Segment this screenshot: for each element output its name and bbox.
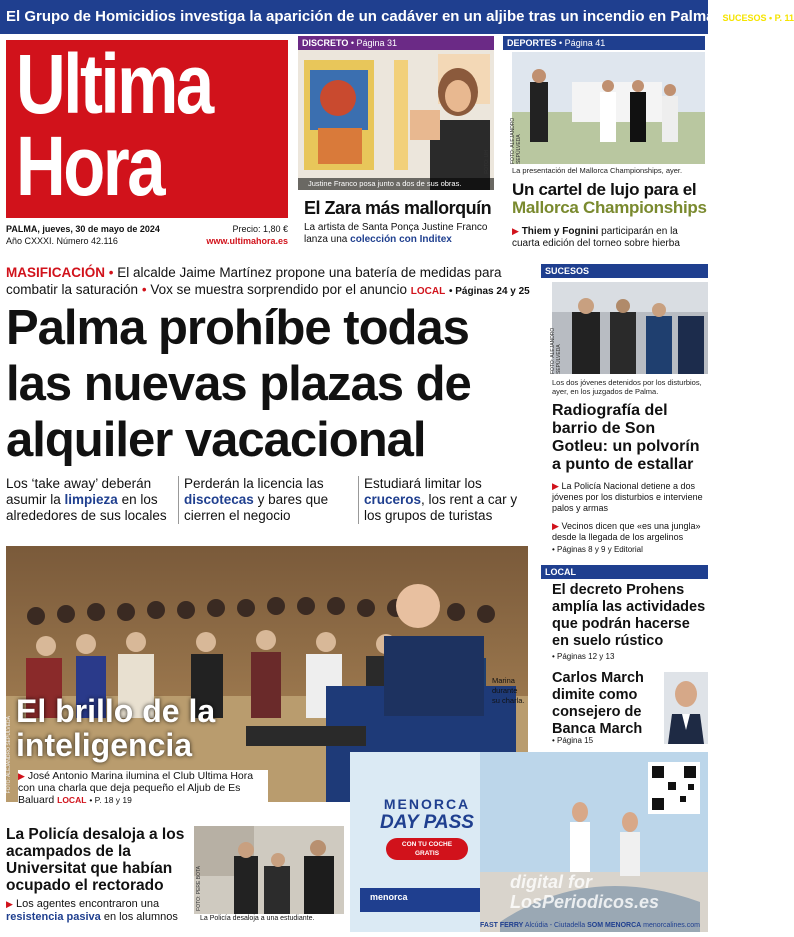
ticker-text: El Grupo de Homicidios investiga la aparición de un cadáver en un aljibe tras un incendio en Palma: [6, 8, 715, 25]
march-headline[interactable]: Carlos March dimite como consejero de Banca March: [552, 670, 644, 737]
local-pages: • Páginas 12 y 13: [552, 652, 615, 661]
discreto-caption: Justine Franco posa junto a dos de sus obras.: [298, 178, 494, 190]
website-link[interactable]: www.ultimahora.es: [206, 236, 288, 246]
sucesos-label: SUCESOS: [541, 264, 708, 278]
march-pages: • Página 15: [552, 736, 594, 745]
deportes-section-bar[interactable]: [503, 36, 705, 50]
arrest-photo-image: [552, 282, 708, 374]
discreto-photo[interactable]: [298, 50, 494, 190]
kicker-label: MASIFICACIÓN: [6, 265, 105, 280]
deportes-deck: ▶ Thiem y Fognini participarán en la cuarta edición del torneo sobre hierba: [512, 226, 680, 249]
sucesos-section-bar[interactable]: [541, 264, 708, 278]
lead-kicker: MASIFICACIÓN • El alcalde Jaime Martínez propone una batería de medidas para combatir la saturación • Vox se muestra sorprendido por el anuncio LOCAL • Páginas 24 y 25: [6, 265, 530, 297]
col-divider: [178, 476, 179, 524]
deportes-caption: La presentación del Mallorca Championships, ayer.: [512, 166, 683, 175]
lead-col-2: Perderán la licencia las discotecas y bares que cierren el negocio: [184, 476, 329, 523]
deportes-photo-credit: FOTO: ALEJANDRO SEPÚLVEDA: [510, 117, 522, 164]
policia-caption: La Policía desaloja a una estudiante.: [194, 914, 344, 924]
marina-side-caption: Marina durante su charla.: [492, 676, 525, 705]
deportes-label: DEPORTES: [507, 38, 557, 48]
local-headline[interactable]: El decreto Prohens amplía las actividades que podrán hacerse en suelo rústico: [552, 582, 706, 649]
discreto-section-bar[interactable]: [298, 36, 494, 50]
policia-photo-credit: FOTO: PERE BOTA: [196, 866, 202, 911]
sucesos-headline[interactable]: Radiografía del barrio de Son Gotleu: un polvorín a punto de estallar: [552, 402, 700, 473]
sucesos-photo[interactable]: [552, 282, 708, 374]
carlos-march-portrait: [664, 672, 708, 744]
ticker-tag: SUCESOS • P. 11: [722, 13, 794, 23]
local-label: LOCAL: [541, 565, 708, 579]
issue-number: Año CXXXI. Número 42.116: [6, 236, 118, 246]
lead-headline[interactable]: Palma prohíbe todas las nuevas plazas de alquiler vacacional: [6, 301, 471, 467]
dateline: PALMA, jueves, 30 de mayo de 2024: [6, 224, 160, 234]
sucesos-pages: • Páginas 8 y 9 y Editorial: [552, 545, 643, 554]
marina-headline[interactable]: El brillo de la inteligencia: [16, 693, 216, 763]
logo-ultima: Ultima: [16, 37, 212, 131]
discreto-photo-credit: FOTO: UH: [484, 150, 490, 174]
policia-photo[interactable]: [194, 826, 344, 924]
police-eviction-image: [194, 826, 344, 924]
watermark: digital for LosPeriodicos.es: [510, 872, 660, 912]
local-section-bar[interactable]: [541, 565, 708, 579]
deportes-headline[interactable]: Un cartel de lujo para el Mallorca Championships: [512, 180, 707, 217]
ad-footer: FAST FERRY Alcúdia - Ciutadella SOM MENORCA menorcalines.com: [480, 922, 700, 929]
sucesos-bullet-2: ▶ Vecinos dicen que «es una jungla» desde la llegada de los argelinos: [552, 521, 701, 542]
discreto-headline[interactable]: El Zara más mallorquín: [304, 198, 492, 218]
sucesos-caption: Los dos jóvenes detenidos por los disturbios, ayer, en los juzgados de Palma.: [552, 378, 702, 396]
discreto-page: • Página 31: [350, 38, 398, 48]
sucesos-bullet-1: ▶ La Policía Nacional detiene a dos jóvenes por los disturbios e interviene palos y armas: [552, 481, 703, 513]
price: Precio: 1,80 €: [232, 224, 288, 234]
menorca-ad[interactable]: [350, 752, 708, 932]
discreto-deck: La artista de Santa Ponça Justine Franco lanza una colección con Inditex: [304, 222, 488, 245]
artist-with-paintings-image: [298, 50, 494, 190]
logo-hora: Hora: [16, 119, 164, 213]
tennis-presentation-image: [512, 52, 705, 164]
lead-col-1: Los ‘take away’ deberán asumir la limpieza en los alrededores de sus locales: [6, 476, 167, 523]
top-ticker[interactable]: [0, 0, 794, 34]
discreto-label: DISCRETO: [302, 38, 349, 48]
ad-line-2: DAY PASS: [380, 812, 474, 833]
marina-photo-credit: FOTO: ALEJANDRO SEPÚLVEDA: [6, 716, 12, 794]
sucesos-photo-credit: FOTO: ALEJANDRO SEPÚLVEDA: [550, 327, 562, 374]
policia-headline[interactable]: La Policía desaloja a los acampados de la Universitat que habían ocupado el rectorado: [6, 826, 185, 894]
lead-col-3: Estudiará limitar los cruceros, los rent a car y los grupos de turistas: [364, 476, 518, 523]
policia-deck: ▶ Los agentes encontraron una resistencia pasiva en los alumnos: [6, 898, 178, 923]
ad-ship-name: menorca: [370, 892, 408, 902]
masthead-logo: [6, 37, 288, 218]
ad-cta-button[interactable]: CON TU COCHE GRATIS: [386, 838, 468, 860]
portrait-image: [664, 672, 708, 744]
deportes-page: • Página 41: [559, 38, 606, 48]
col-divider: [358, 476, 359, 524]
marina-deck: ▶ José Antonio Marina ilumina el Club Ultima Hora con una charla que deja pequeño el Aljub de Es Baluard LOCAL • P. 18 y 19: [18, 770, 268, 806]
deportes-photo[interactable]: [512, 52, 705, 164]
ad-line-1: MENORCA: [383, 796, 471, 812]
